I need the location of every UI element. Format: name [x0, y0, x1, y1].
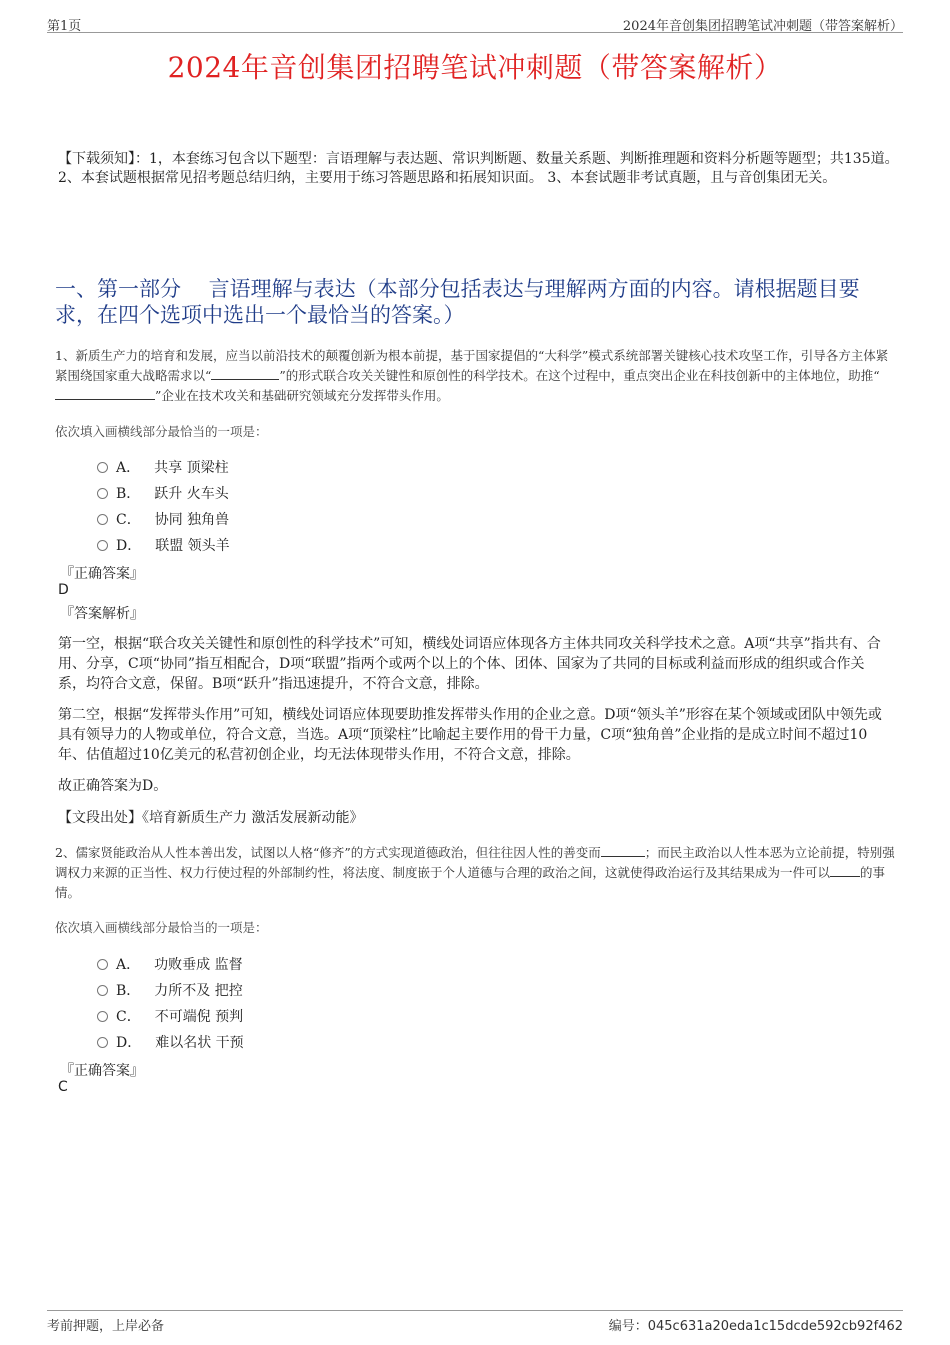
q2-option-d[interactable]: D． 难以名状 干预 — [97, 1032, 244, 1052]
q1-answer-label: 『正确答案』 — [60, 566, 144, 582]
q2-option-c[interactable]: C． 不可端倪 预判 — [97, 1006, 243, 1026]
radio-icon[interactable] — [97, 1037, 108, 1048]
q1-analysis-paragraph-2: 第二空，根据“发挥带头作用”可知，横线处词语应体现要助推发挥带头作用的企业之意。D项“领头羊”形容在某个领域或团队中领先或具有领导力的人物或单位，符合文意，当选。A项“顶梁柱”比喻起主要作用的骨干力量，C项“独角兽”企业指的是成立时间不超过10年、估值超过10亿美元的私营初创企业，均无法体现带头作用，不符合文意，排除。 — [58, 707, 882, 763]
q2-option-a[interactable]: A． 功败垂成 监督 — [97, 954, 243, 974]
radio-icon[interactable] — [97, 959, 108, 970]
question-2-text: 2、儒家贤能政治从人性本善出发，试图以人格“修齐”的方式实现道德政治，但往往因人性的善变而 ；而民主政治以人性本恶为立论前提，特别强调权力来源的正当性、权力行使过程的外部制约性，将法度、制度嵌于个人道德与合理的政治之间，这就使得政治运行及其结果成为一件可以 的事情。 — [55, 845, 895, 900]
q1-option-a[interactable]: A． 共享 顶梁柱 — [97, 457, 229, 477]
radio-icon[interactable] — [97, 488, 108, 499]
q1-analysis-label: 『答案解析』 — [60, 606, 144, 622]
radio-icon[interactable] — [97, 985, 108, 996]
q1-source: 【文段出处】《培育新质生产力 激活发展新动能》 — [58, 810, 364, 826]
footer-code: 编号：045c631a20eda1c15dcde592cb92f462 — [608, 1319, 903, 1334]
radio-icon[interactable] — [97, 462, 108, 473]
q2-answer: C — [58, 1079, 68, 1095]
page-number: 第1页 — [47, 19, 82, 34]
question-1-text: 1、新质生产力的培育和发展，应当以前沿技术的颠覆创新为根本前提，基于国家提倡的“大科学”模式系统部署关键核心技术攻坚工作，引导各方主体紧紧围绕国家重大战略需求以“ ”的形式联合攻关关键性和原创性的科学技术。在这个过程中，重点突出企业在科技创新中的主体地位，助推“”企业在技术攻关和基础研究领域充分发挥带头作用。 — [55, 348, 889, 403]
q1-analysis-conclusion: 故正确答案为D。 — [58, 778, 168, 794]
q2-answer-label: 『正确答案』 — [60, 1063, 144, 1079]
q1-option-c[interactable]: C． 协同 独角兽 — [97, 509, 229, 529]
blank-1 — [601, 843, 645, 857]
q1-option-b[interactable]: B． 跃升 火车头 — [97, 483, 229, 503]
question-2-hint: 依次填入画横线部分最恰当的一项是： — [55, 920, 268, 935]
page-footer — [47, 1310, 903, 1333]
q2-option-b[interactable]: B． 力所不及 把控 — [97, 980, 243, 1000]
q1-answer: D — [58, 582, 69, 598]
header-doc-title: 2024年音创集团招聘笔试冲刺题（带答案解析） — [622, 19, 903, 34]
blank-2 — [830, 863, 860, 877]
section-heading: 一、第一部分 言语理解与表达（本部分包括表达与理解两方面的内容。请根据题目要求，在四个选项中选出一个最恰当的答案。） — [55, 277, 860, 327]
radio-icon[interactable] — [97, 514, 108, 525]
radio-icon[interactable] — [97, 540, 108, 551]
blank-2 — [55, 386, 155, 400]
question-1-hint: 依次填入画横线部分最恰当的一项是： — [55, 424, 268, 439]
radio-icon[interactable] — [97, 1011, 108, 1022]
page-title: 2024年音创集团招聘笔试冲刺题（带答案解析） — [167, 51, 783, 84]
q1-analysis-paragraph-1: 第一空，根据“联合攻关关键性和原创性的科学技术”可知，横线处词语应体现各方主体共同攻关科学技术之意。A项“共享”指共有、合用、分享，C项“协同”指互相配合，D项“联盟”指两个或两个以上的个体、团体、国家为了共同的目标或利益而形成的组织或合作关系，均符合文意，保留。B项“跃升”指迅速提升，不符合文意，排除。 — [58, 636, 881, 692]
download-notice: 【下载须知】：1，本套练习包含以下题型：言语理解与表达题、常识判断题、数量关系题、判断推理题和资料分析题等题型；共135道。 2、本套试题根据常见招考题总结归纳，主要用于练习答题思路和拓展知识面。 3、本套试题非考试真题，且与音创集团无关。 — [58, 151, 899, 186]
q1-option-d[interactable]: D． 联盟 领头羊 — [97, 535, 230, 555]
blank-1 — [211, 366, 279, 380]
page-header — [47, 14, 903, 33]
footer-slogan: 考前押题，上岸必备 — [47, 1319, 165, 1334]
